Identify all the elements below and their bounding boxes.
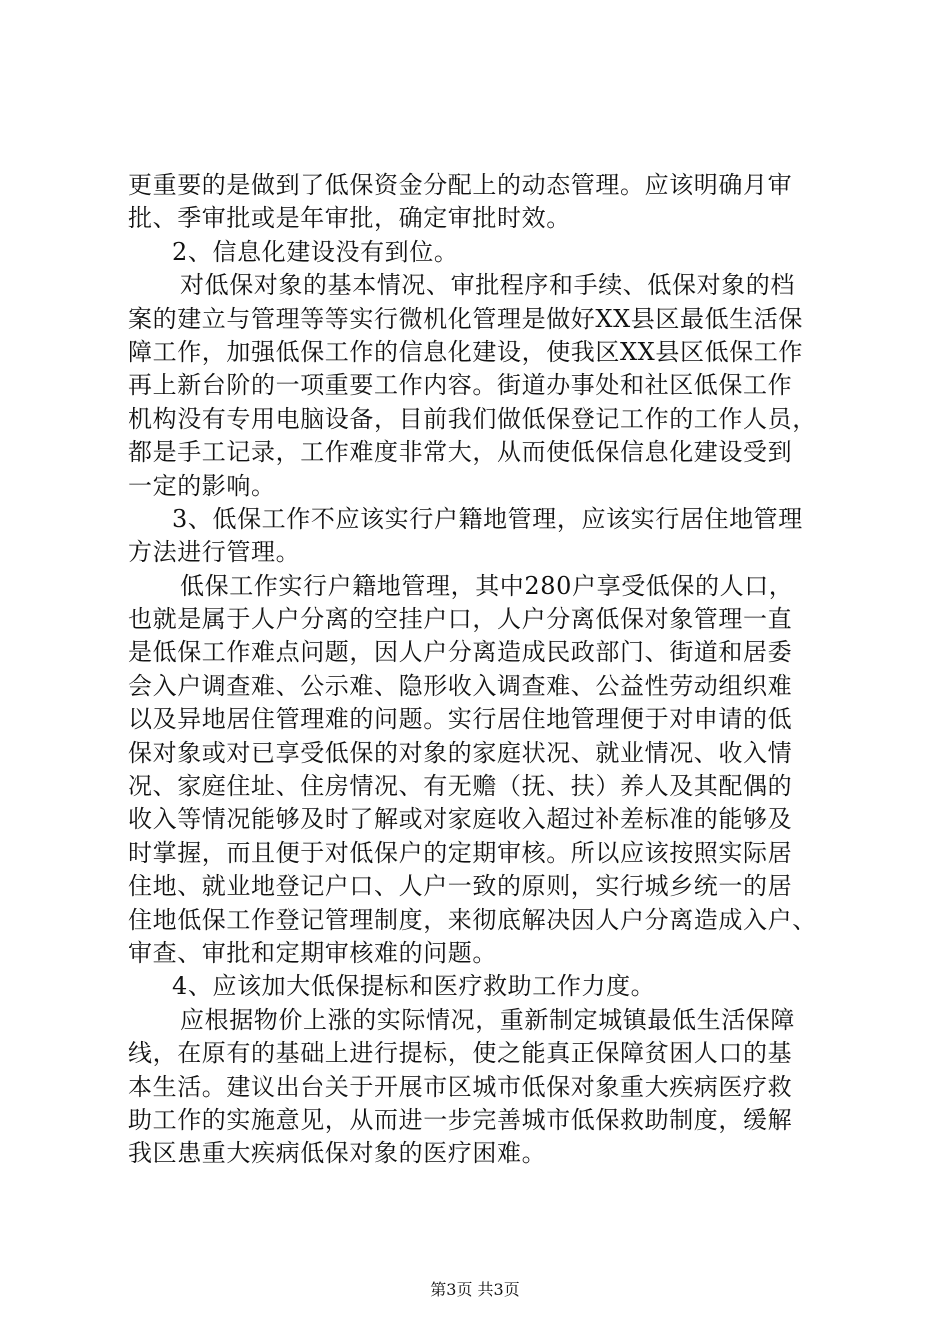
text-line: 收入等情况能够及时了解或对家庭收入超过补差标准的能够及 [128, 805, 793, 834]
text-line: 对低保对象的基本情况、审批程序和手续、低保对象的档 [180, 271, 795, 300]
text-line: 以及异地居住管理难的问题。实行居住地管理便于对申请的低 [128, 705, 793, 734]
text-line: 一定的影响。 [128, 471, 276, 500]
text-line: 2、信息化建设没有到位。 [172, 237, 459, 266]
text-line: 低保工作实行户籍地管理，其中280户享受低保的人口， [180, 571, 794, 600]
text-line: 机构没有专用电脑设备，目前我们做低保登记工作的工作人员， [128, 404, 817, 433]
document-body [128, 169, 830, 1171]
text-line: 线，在原有的基础上进行提标，使之能真正保障贫困人口的基 [128, 1039, 793, 1068]
text-line: 况、家庭住址、住房情况、有无赡（抚、扶）养人及其配偶的 [128, 772, 793, 801]
text-line: 审查、审批和定期审核难的问题。 [128, 938, 497, 967]
text-line: 更重要的是做到了低保资金分配上的动态管理。应该明确月审 [128, 171, 793, 199]
page-footer: 第3页 共3页 [430, 1280, 520, 1299]
text-line: 再上新台阶的一项重要工作内容。街道办事处和社区低保工作 [128, 371, 793, 400]
text-line: 是低保工作难点问题，因人户分离造成民政部门、街道和居委 [128, 638, 793, 667]
text-line: 住地、就业地登记户口、人户一致的原则，实行城乡统一的居 [128, 872, 793, 901]
text-line: 保对象或对已享受低保的对象的家庭状况、就业情况、收入情 [128, 738, 793, 767]
text-line: 本生活。建议出台关于开展市区城市低保对象重大疾病医疗救 [128, 1072, 793, 1101]
text-line: 会入户调查难、公示难、隐形收入调查难、公益性劳动组织难 [128, 671, 793, 700]
text-line: 都是手工记录，工作难度非常大，从而使低保信息化建设受到 [128, 438, 793, 467]
text-line: 方法进行管理。 [128, 538, 301, 567]
text-line: 助工作的实施意见，从而进一步完善城市低保救助制度，缓解 [128, 1105, 793, 1134]
text-line: 批、季审批或是年审批，确定审批时效。 [128, 204, 571, 233]
text-line: 我区患重大疾病低保对象的医疗困难。 [128, 1139, 547, 1168]
text-line: 案的建立与管理等等实行微机化管理是做好XX县区最低生活保 [128, 304, 803, 333]
text-line: 4、应该加大低保提标和医疗救助工作力度。 [172, 972, 656, 1001]
text-line: 住地低保工作登记管理制度，来彻底解决因人户分离造成入户、 [128, 905, 817, 934]
text-line: 应根据物价上涨的实际情况，重新制定城镇最低生活保障 [180, 1005, 795, 1034]
text-line: 障工作，加强低保工作的信息化建设，使我区XX县区低保工作 [128, 337, 803, 366]
text-line: 时掌握，而且便于对低保户的定期审核。所以应该按照实际居 [128, 838, 793, 867]
text-line: 3、低保工作不应该实行户籍地管理，应该实行居住地管理 [172, 504, 803, 533]
text-line: 也就是属于人户分离的空挂户口，人户分离低保对象管理一直 [128, 605, 793, 634]
